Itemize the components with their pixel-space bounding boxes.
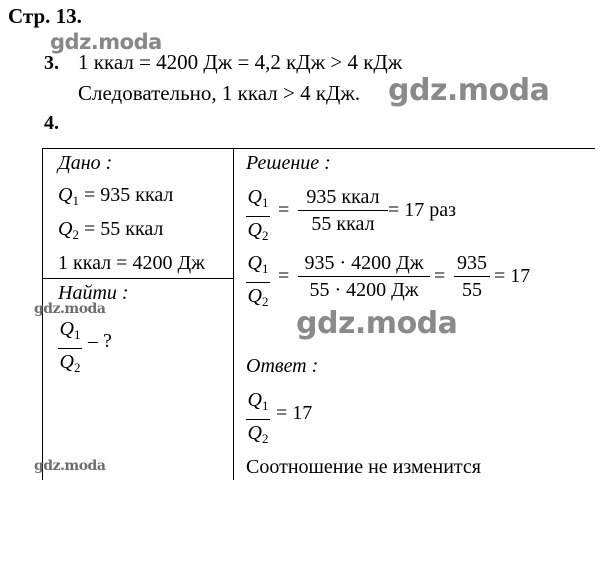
solution-header: Решение :	[246, 152, 331, 174]
given-conversion: 1 ккал = 4200 Дж	[58, 252, 205, 274]
find-fraction: $Q_1$ $Q_2$	[59, 318, 81, 375]
task3-line2: Следовательно, 1 ккал > 4 кДж.	[78, 81, 361, 105]
solution-fraction-q: $Q_1$ $Q_2$	[247, 186, 269, 243]
solution-fraction3: 935 55	[454, 252, 490, 301]
answer-header: Ответ :	[246, 355, 319, 377]
watermark: gdz.moda	[296, 306, 458, 341]
solution-result2: = 17	[494, 265, 531, 287]
answer-fraction: $Q_1$ $Q_2$	[247, 389, 269, 446]
solution-result1: = 17 раз	[388, 199, 457, 221]
answer-text: Соотношение не изменится	[246, 456, 481, 478]
equals-sign: =	[278, 199, 290, 221]
task4-number: 4.	[44, 112, 59, 134]
solution-fraction2: 935 · 4200 Дж 55 · 4200 Дж	[298, 252, 430, 301]
watermark: gdz.moda	[34, 458, 106, 474]
equals-sign: =	[434, 265, 446, 287]
watermark: gdz.moda	[34, 301, 106, 317]
solution-fraction-q2: $Q_1$ $Q_2$	[247, 252, 269, 309]
watermark: gdz.moda	[50, 30, 162, 54]
find-suffix: – ?	[88, 330, 112, 352]
find-header: Найти :	[58, 282, 129, 304]
solution-fraction1: 935 ккал 55 ккал	[298, 186, 388, 235]
given-q1: $Q_1 = 935$ ккал	[58, 184, 174, 208]
given-q2: $Q_2 = 55$ ккал	[58, 218, 164, 242]
table-top-border	[42, 148, 595, 149]
task3-line1: 1 ккал = 4200 Дж = 4,2 кДж > 4 кДж	[78, 50, 403, 74]
equals-sign: =	[278, 265, 290, 287]
given-header: Дано :	[58, 152, 113, 174]
page-label: Стр. 13.	[8, 4, 82, 28]
given-find-divider	[42, 278, 233, 279]
task3-number: 3.	[44, 52, 59, 74]
table-divider	[233, 148, 234, 480]
answer-result: = 17	[276, 402, 313, 424]
watermark: gdz.moda	[388, 73, 550, 108]
